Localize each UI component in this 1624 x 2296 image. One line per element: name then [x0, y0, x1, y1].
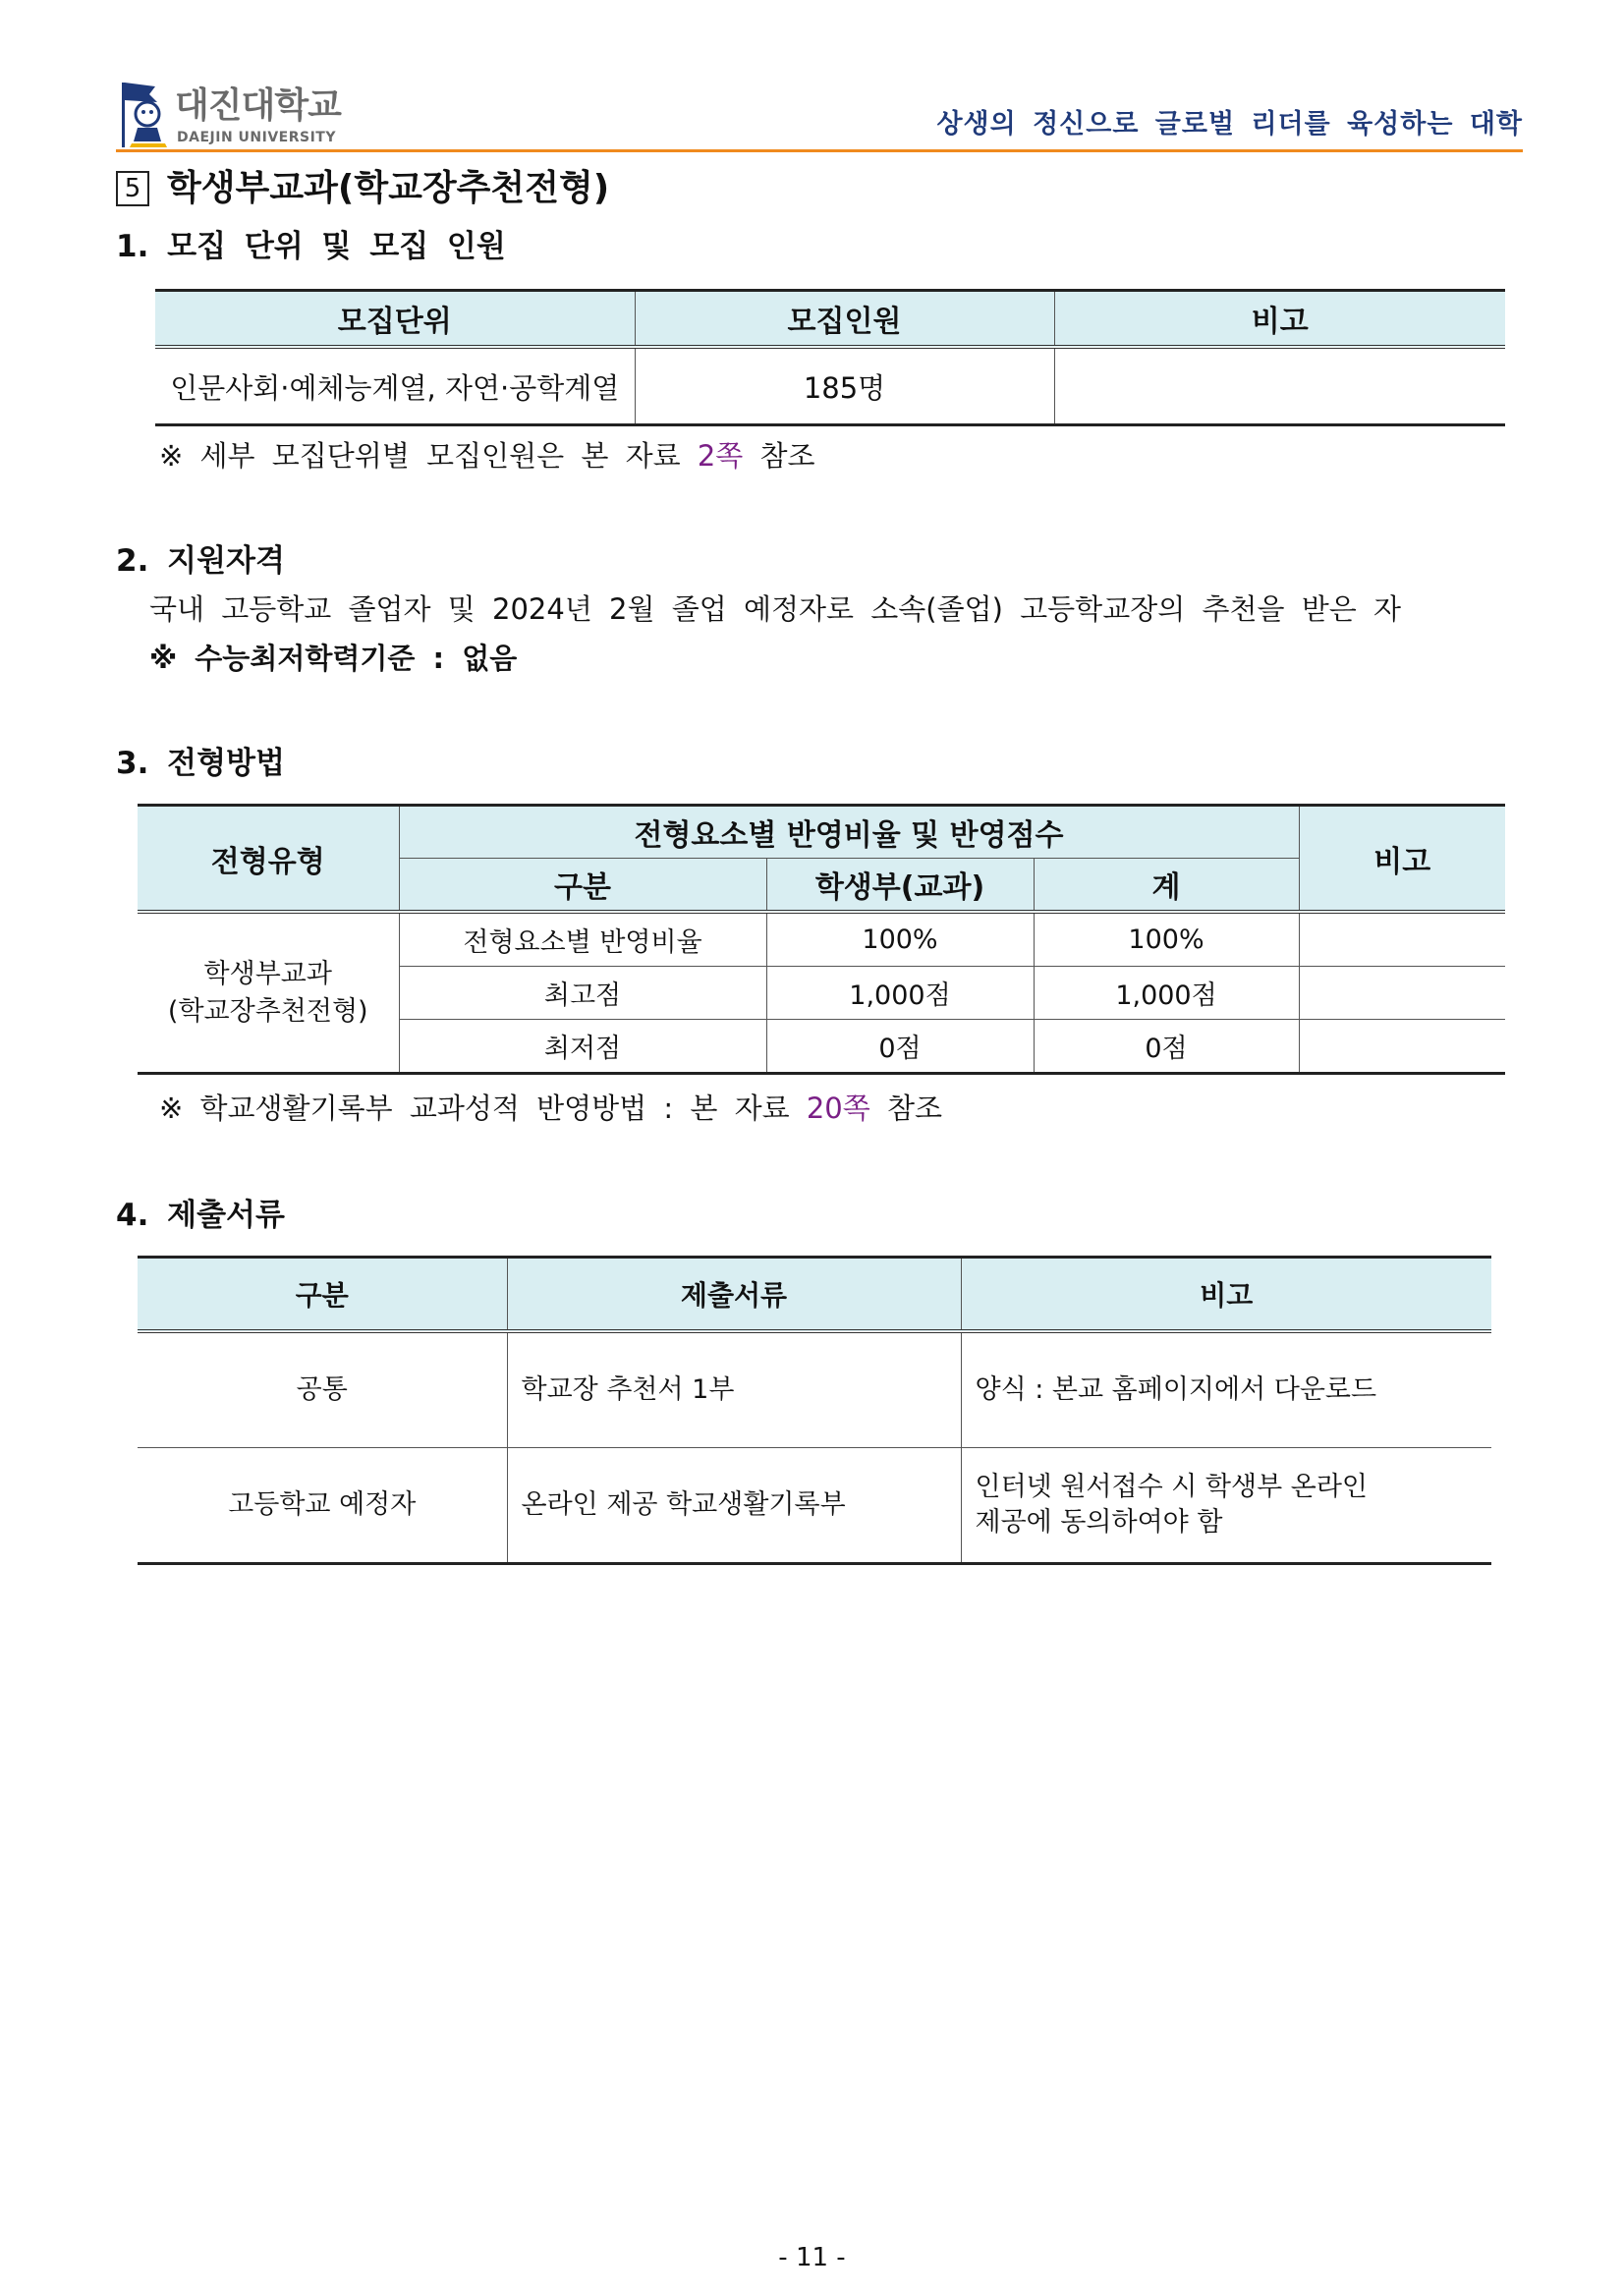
table-cell: 0점 — [1034, 1020, 1299, 1074]
heading-eligibility: 2. 지원자격 — [116, 543, 285, 579]
header-slogan: 상생의 정신으로 글로벌 리더를 육성하는 대학 — [936, 109, 1523, 140]
section-title-text: 학생부교과(학교장추천전형) — [167, 168, 610, 208]
note-text: 참조 — [743, 439, 815, 473]
table-cell: 0점 — [766, 1020, 1034, 1074]
table-cell: 185명 — [635, 347, 1054, 425]
table-cell — [961, 1331, 1491, 1448]
page-reference: 20쪽 — [806, 1092, 870, 1125]
section-title — [116, 167, 609, 210]
table-cell: 최저점 — [399, 1020, 766, 1074]
logo-english-name: DAEJIN UNIVERSITY — [177, 130, 336, 145]
table-cell — [961, 1448, 1491, 1564]
selection-type-cell — [138, 912, 399, 1074]
table-cell — [1054, 347, 1505, 425]
table-header-cell: 모집단위 — [155, 291, 635, 348]
table-cell: 학교장 추천서 1부 — [507, 1331, 961, 1448]
table-cell: 1,000점 — [1034, 967, 1299, 1020]
table-cell: 인문사회·예체능계열, 자연·공학계열 — [155, 347, 635, 425]
note-text: 참조 — [869, 1092, 943, 1125]
table-header-cell: 비고 — [961, 1258, 1491, 1332]
heading-selection-method: 3. 전형방법 — [116, 746, 285, 781]
page-reference: 2쪽 — [697, 439, 744, 473]
recruitment-table — [155, 289, 1505, 426]
documents-table — [138, 1256, 1491, 1565]
table-header-cell: 구분 — [138, 1258, 507, 1332]
header-divider — [116, 149, 1523, 152]
grade-method-note — [159, 1091, 942, 1126]
table-cell: 1,000점 — [766, 967, 1034, 1020]
table-cell: 온라인 제공 학교생활기록부 — [507, 1448, 961, 1564]
table-cell: 최고점 — [399, 967, 766, 1020]
cell-text-line: 양식 : 본교 홈페이지에서 다운로드 — [975, 1374, 1377, 1405]
heading-recruitment-units: 1. 모집 단위 및 모집 인원 — [116, 229, 506, 264]
table-cell — [1299, 1020, 1505, 1074]
selection-method-table — [138, 804, 1505, 1075]
eligibility-text: 국내 고등학교 졸업자 및 2024년 2월 졸업 예정자로 소속(졸업) 고등학교장의 추천을 받은 자 — [149, 592, 1401, 626]
heading-documents: 4. 제출서류 — [116, 1198, 285, 1233]
table-header-cell: 제출서류 — [507, 1258, 961, 1332]
table-row — [138, 912, 1505, 967]
table-subheader-cell: 구분 — [399, 859, 766, 913]
cell-text-line: 인터넷 원서접수 시 학생부 온라인 — [975, 1472, 1368, 1502]
table-subheader-cell: 학생부(교과) — [766, 859, 1034, 913]
table-subheader-cell: 계 — [1034, 859, 1299, 913]
table-header-cell: 비고 — [1299, 806, 1505, 913]
table-row — [155, 347, 1505, 425]
logo-korean-name: 대진대학교 — [175, 85, 341, 126]
page-number: - 11 - — [778, 2243, 846, 2272]
university-logo — [116, 73, 411, 153]
table-cell — [1299, 967, 1505, 1020]
selection-type-label: 학생부교과 — [203, 958, 332, 989]
table-cell: 전형요소별 반영비율 — [399, 912, 766, 967]
note-text: ※ 학교생활기록부 교과성적 반영방법 : 본 자료 — [159, 1092, 807, 1125]
page-header — [116, 73, 1523, 153]
table-cell — [1299, 912, 1505, 967]
note-text: ※ 세부 모집단위별 모집인원은 본 자료 — [159, 439, 698, 473]
section-number-box: 5 — [116, 171, 149, 206]
table-header-cell: 전형유형 — [138, 806, 399, 913]
csat-minimum-note: ※ 수능최저학력기준 : 없음 — [149, 642, 518, 675]
table-row — [138, 1448, 1491, 1564]
mascot-flag-icon — [116, 77, 171, 149]
table-cell: 100% — [1034, 912, 1299, 967]
table-cell: 고등학교 예정자 — [138, 1448, 507, 1564]
table-cell: 100% — [766, 912, 1034, 967]
selection-type-label: (학교장추천전형) — [167, 995, 368, 1027]
recruitment-note — [159, 438, 815, 474]
cell-text-line: 제공에 동의하여야 함 — [975, 1507, 1223, 1538]
table-row — [138, 1331, 1491, 1448]
table-cell: 공통 — [138, 1331, 507, 1448]
table-header-cell: 모집인원 — [635, 291, 1054, 348]
table-header-cell: 전형요소별 반영비율 및 반영점수 — [399, 806, 1299, 859]
table-header-cell: 비고 — [1054, 291, 1505, 348]
